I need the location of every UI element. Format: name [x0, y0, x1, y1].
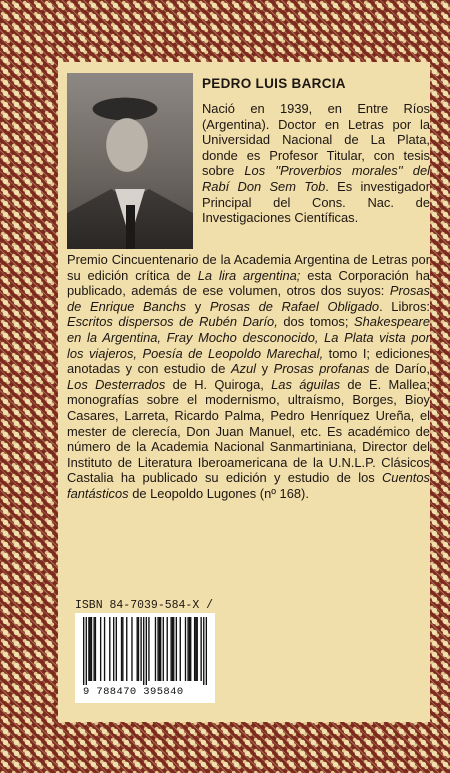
barcode-bar: [203, 617, 204, 685]
bio-title-italic: Prosas de Enrique Banchs: [67, 283, 430, 314]
biography-paragraph-part1: [202, 101, 430, 226]
barcode-bar: [90, 617, 91, 681]
barcode-bar: [189, 617, 190, 681]
bio-title-italic: Azul: [230, 361, 257, 377]
barcode-bar: [137, 617, 138, 681]
bio-title-italic: Los Desterrados: [67, 376, 166, 392]
barcode-bar: [197, 617, 198, 681]
bio-text-segment: y: [256, 361, 274, 377]
barcode-bar: [159, 617, 160, 681]
bio-title-italic: Las águilas: [271, 376, 341, 392]
barcode-bar: [93, 617, 94, 681]
isbn-number: ISBN 84-7039-584-X /: [75, 599, 214, 612]
barcode-bar: [131, 617, 132, 681]
barcode-bar: [95, 617, 96, 681]
bio-title-italic: Escritos dispersos de Rubén Darío,: [67, 314, 278, 330]
barcode-bar: [91, 617, 92, 681]
barcode-bar: [185, 617, 186, 681]
barcode-bar: [194, 617, 195, 681]
bio-title-italic: Los ''Proverbios morales'' del Rabí Don Sem Tob: [202, 163, 430, 194]
barcode-bar: [109, 617, 110, 681]
bio-title-italic: La lira argentina;: [197, 267, 301, 283]
barcode-bar: [173, 617, 174, 681]
bio-title-italic: Shakespeare en la Argentina, Fray Mocho desconocido, La Plata vista por los viajeros, Poesía de Leopoldo Marechal,: [67, 314, 430, 361]
bio-text-segment: de Darío,: [369, 361, 430, 377]
barcode-bar: [200, 617, 201, 681]
barcode-bar: [146, 617, 147, 685]
barcode-bar: [176, 617, 177, 681]
barcode-bar: [167, 617, 168, 681]
bio-text-segment: Premio Cincuentenario de la Academia Argentina de Letras por su edición crítica de: [67, 252, 430, 283]
bio-text-segment: y: [186, 298, 210, 314]
bio-title-italic: Cuentos fantásticos: [67, 470, 430, 501]
barcode-bar: [157, 617, 158, 681]
barcode-bar: [180, 617, 181, 681]
barcode-bar: [160, 617, 161, 681]
bio-text-segment: esta Corporación ha publicado, además de ese volumen, otros dos suyos:: [67, 267, 430, 299]
barcode-bar: [126, 617, 127, 681]
barcode-bar: [138, 617, 139, 681]
barcode-bar: [116, 617, 117, 681]
author-name: PEDRO LUIS BARCIA: [202, 76, 346, 91]
barcode-digits: 9 788470 395840: [83, 686, 184, 698]
author-portrait-photo: [67, 73, 193, 249]
barcode: [75, 613, 215, 703]
barcode-bar: [143, 617, 144, 685]
bio-text-segment: . Es investigador Principal del Cons. Nac. de Investigaciones Científicas.: [202, 178, 431, 226]
bio-text-segment: tomo I; ediciones anotadas y con estudio de: [67, 345, 430, 377]
bio-title-italic: Prosas de Rafael Obligado: [209, 298, 380, 314]
barcode-bar: [170, 617, 171, 681]
barcode-bars: [83, 617, 207, 685]
bio-title-italic: Prosas profanas: [273, 361, 370, 377]
barcode-bar: [140, 617, 141, 681]
bio-text-segment: de E. Mallea; monografías sobre el modernismo, ultraísmo, Borges, Bioy Casares, Larreta, Ricardo Palma, Pedro Henríquez Ureña, el mester de clerecía, Don Juan Manuel, etc. Es académico de número de la Academia Nacional Sanmartiniana, Director del Instituto de Literatura Iberoamericana de la U.N.L.P. Clásicos Castalia ha publicado su edición y estudio de los: [67, 376, 431, 486]
barcode-bar: [122, 617, 123, 681]
barcode-bar: [104, 617, 105, 681]
biography-paragraph-part2: [67, 252, 430, 502]
bio-text-segment: dos tomos;: [277, 314, 355, 330]
barcode-bar: [113, 617, 114, 681]
barcode-bar: [121, 617, 122, 681]
bio-text-segment: de H. Quiroga,: [165, 376, 272, 392]
barcode-bar: [172, 617, 173, 681]
barcode-bar: [83, 617, 84, 685]
barcode-bar: [88, 617, 89, 681]
barcode-bar: [100, 617, 101, 681]
barcode-bar: [155, 617, 156, 681]
barcode-bar: [148, 617, 149, 681]
barcode-bar: [190, 617, 191, 681]
photo-tie: [126, 205, 135, 249]
bio-text-segment: Nació en 1939, en Entre Ríos (Argentina). Doctor en Letras por la Universidad Nacional de La Plata, donde es Profesor Titular, con tesis sobre: [202, 101, 430, 179]
barcode-bar: [86, 617, 87, 685]
barcode-bar: [206, 617, 207, 685]
bio-text-segment: . Libros:: [379, 298, 430, 314]
bio-text-segment: de Leopoldo Lugones (nº 168).: [128, 485, 309, 501]
barcode-bar: [187, 617, 188, 681]
barcode-bar: [163, 617, 164, 681]
barcode-bar: [195, 617, 196, 681]
